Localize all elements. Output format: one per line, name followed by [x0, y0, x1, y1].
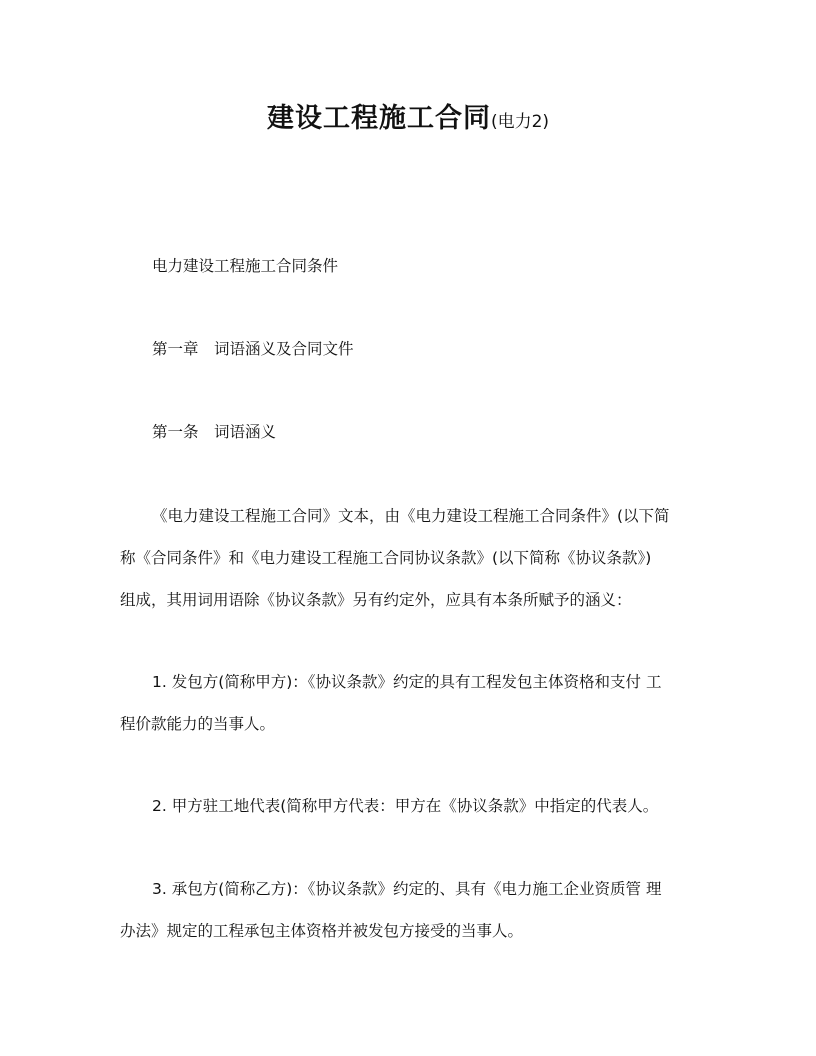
item-3-line: 3. 承包方(简称乙方)：《协议条款》约定的、具有《电力施工企业资质管 理 [152, 880, 662, 898]
item-2-line: 2. 甲方驻工地代表(简称甲方代表：甲方在《协议条款》中指定的代表人。 [152, 797, 659, 815]
title-subtitle: (电力2) [490, 112, 550, 132]
intro-paragraph-line: 组成，其用词用语除《协议条款》另有约定外，应具有本条所赋予的涵义： [120, 591, 632, 609]
item-1-line: 1. 发包方(简称甲方)：《协议条款》约定的具有工程发包主体资格和支付 工 [152, 673, 662, 691]
item-3-line: 办法》规定的工程承包主体资格并被发包方接受的当事人。 [120, 922, 524, 940]
section-heading: 电力建设工程施工合同条件 [152, 257, 339, 275]
item-1-line: 程价款能力的当事人。 [120, 715, 276, 733]
title-main: 建设工程施工合同 [266, 103, 491, 134]
intro-paragraph-line: 称《合同条件》和《电力建设工程施工合同协议条款》(以下简称《协议条款》) [120, 549, 652, 567]
document-title [0, 96, 816, 135]
article-heading: 第一条 词语涵义 [152, 423, 277, 441]
chapter-heading: 第一章 词语涵义及合同文件 [152, 340, 354, 358]
intro-paragraph-line: 《电力建设工程施工合同》文本，由《电力建设工程施工合同条件》(以下简 [152, 507, 670, 525]
